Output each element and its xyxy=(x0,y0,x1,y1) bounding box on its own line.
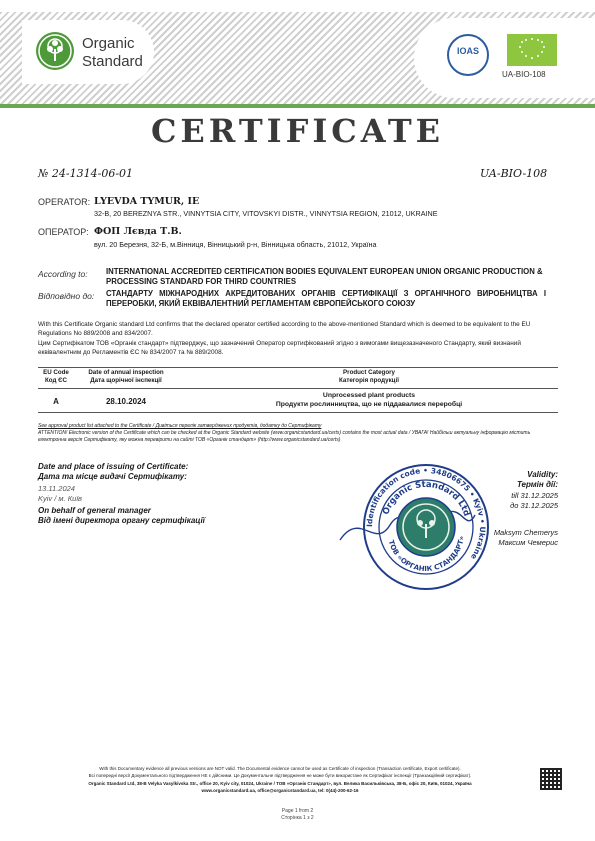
table-header-category xyxy=(180,369,558,385)
notes-block xyxy=(38,423,558,444)
behalf-label-uk: Від імені директора органу сертифікації xyxy=(38,516,205,525)
operator-label-en: OPERATOR: xyxy=(38,197,91,207)
notes-line3: електронна версія Сертифікату, яку можна перевірити на сайті ТОВ «Органік стандарт» (http://www.organicstandard.ua/certs) xyxy=(38,437,341,443)
logo-text-line1: Organic xyxy=(82,35,135,52)
qr-code-icon xyxy=(540,768,562,790)
according-label-uk: Відповідно до: xyxy=(38,291,95,301)
accreditation-logos-container xyxy=(414,18,595,98)
behalf-block xyxy=(38,506,205,526)
eu-code-label: UA-BIO-108 xyxy=(502,70,546,79)
table-header-category-uk: Категорія продукції xyxy=(339,377,399,384)
validity-till-en: till 31.12.2025 xyxy=(511,491,558,500)
footer-line3: Organic Standard Ltd, 38-B Velyka Vasylkivska Str., office 20, Kyiv city, 01024, Ukraine / ТОВ «Органік Стандарт», вул. Велика Васильківська, 38-Б, офіс 20, Київ, 01024, Україна xyxy=(88,781,472,786)
statement-en: With this Certificate Organic standard Ltd confirms that the declared operator certified according to the above-mentioned Standard which is deemed to be equivalent to the EU Regulations No 889/2008 and 834/2007. xyxy=(38,321,531,337)
notes-line1: See approval product list attached to the Certificate / Дивіться перелік затверджених продуктів, додатку до Сертифікату xyxy=(38,423,322,429)
validity-till-uk: до 31.12.2025 xyxy=(510,501,558,510)
page-number-uk: Сторінка 1 з 2 xyxy=(281,815,314,821)
table-header-category-en: Product Category xyxy=(343,369,395,376)
page-number-en: Page 1 from 2 xyxy=(281,808,314,814)
footer-text xyxy=(30,766,530,794)
issue-block xyxy=(38,462,188,482)
according-text-en: INTERNATIONAL ACCREDITED CERTIFICATION BODIES EQUIVALENT EUROPEAN UNION ORGANIC PRODUCTION & PROCESSING STANDARD FOR THIRD COUNTRIES xyxy=(106,267,543,286)
logo-text-line2: Standard xyxy=(82,53,143,70)
page-number xyxy=(0,808,595,822)
table-header-code-en: EU Code xyxy=(43,369,69,376)
operator-label-uk: ОПЕРАТОР: xyxy=(38,227,89,237)
table-bottom-rule xyxy=(38,412,558,413)
issue-date: 13.11.2024 xyxy=(38,484,75,493)
according-text-uk: СТАНДАРТУ МІЖНАРОДНИХ АКРЕДИТОВАНИХ ОРГАНІВ СЕРТИФІКАЦІЇ З ОРГАНІЧНОГО ВИРОБНИЦТВА І ПЕРЕРОБКИ, ЯКИЙ ЕКВІВАЛЕНТНИЙ РЕГЛАМЕНТАМ ЄВРОПЕЙСЬКОГО СОЮЗУ xyxy=(106,289,546,308)
ioas-logo-text: IOAS xyxy=(456,46,479,56)
table-header-rule xyxy=(38,388,558,389)
footer-line4: www.organicstandard.ua, office@organicstandard.ua, tel: 0(44)-200-62-16 xyxy=(201,787,359,793)
issue-label-uk: Дата та місце видачі Сертифікату: xyxy=(38,472,187,481)
table-header-code-uk: Код ЄС xyxy=(45,377,67,384)
table-header-code xyxy=(38,369,74,385)
certificate-title: CERTIFICATE xyxy=(150,112,445,150)
stamp-bottom-text: ТОВ «ОРГАНІК СТАНДАРТ» xyxy=(386,535,466,574)
issue-place: Kyiv / м. Київ xyxy=(38,494,82,503)
operator-address-uk: вул. 20 Березня, 32-Б, м.Вінниця, Вінницький р-н, Вінницька область, 21012, Україна xyxy=(94,240,377,249)
certificate-code: UA-BIO-108 xyxy=(480,167,548,180)
issue-values xyxy=(38,484,82,504)
table-row-code: A xyxy=(53,397,59,406)
table-row-date: 28.10.2024 xyxy=(105,397,147,406)
issue-label-en: Date and place of issuing of Certificate: xyxy=(38,462,189,471)
eu-organic-leaf-icon xyxy=(507,34,557,66)
behalf-label-en: On behalf of general manager xyxy=(38,506,151,515)
according-label-en: According to: xyxy=(38,269,88,279)
table-top-rule xyxy=(38,367,558,368)
signer-name-uk: Максим Чемерис xyxy=(498,538,558,547)
table-row-category xyxy=(180,391,558,409)
statement-uk: Цим Сертифікатом ТОВ «Органік стандарт» підтверджує, що зазначений Оператор сертифікований згідно з вимогами вищезазначеного Стандарту, який визнаний еквівалентним до Регламентів ЄС № 834/2007 та № 889/2008. xyxy=(38,340,521,356)
footer-line2: Всі попередні версії Документального підтвердження НЕ є дійсними. Це Документальне підтвердження не може бути використане як Сертифікат інспекції (Транзакційний сертифікат). xyxy=(88,772,472,778)
operator-address-en: 32-B, 20 BEREZNYA STR., VINNYTSIA CITY, VITOVSKYI DISTR., VINNYTSIA REGION, 21012, UKRAINE xyxy=(94,209,438,218)
stamp-outer-text: Identification code • 34806675 • Kyiv • Ukraine xyxy=(364,465,488,562)
table-row-category-uk: Продукти рослинництва, що не піддавалися переробці xyxy=(275,401,463,408)
operator-name-en: LYEVDA TYMUR, IE xyxy=(94,196,200,207)
header-green-stripe xyxy=(0,104,595,108)
organic-standard-stamp xyxy=(362,463,490,591)
tree-logo-icon xyxy=(36,32,74,70)
certificate-number: № 24-1314-06-01 xyxy=(38,167,134,180)
operator-name-uk: ФОП Лєвда Т.В. xyxy=(94,226,182,237)
table-header-date-en: Date of annual inspection xyxy=(88,369,164,376)
signer-name-en: Maksym Chemerys xyxy=(493,528,558,537)
validity-label-uk: Термін дії: xyxy=(516,480,558,489)
stamp-inner-text: Organic Standard Ltd xyxy=(381,479,472,518)
validity-label-en: Validity: xyxy=(527,470,558,479)
table-header-date-uk: Дата щорічної інспекції xyxy=(90,377,162,384)
notes-line2: ATTENTION! Electronic version of the Certificate which can be checked at the Organic Standard website (www.organicstandard.ua/certs) contains the most actual data / УВАГА! Найбільш актуальну інформацію містить xyxy=(38,430,531,436)
table-row-category-en: Unprocessed plant products xyxy=(322,392,416,399)
footer-line1: With this Documentary evidence all previous versions are NOT valid. The Documental evidence cannot be used as Certificate of inspection (Transaction certificate, Export certificate). xyxy=(99,766,461,771)
table-header-date xyxy=(76,369,176,385)
